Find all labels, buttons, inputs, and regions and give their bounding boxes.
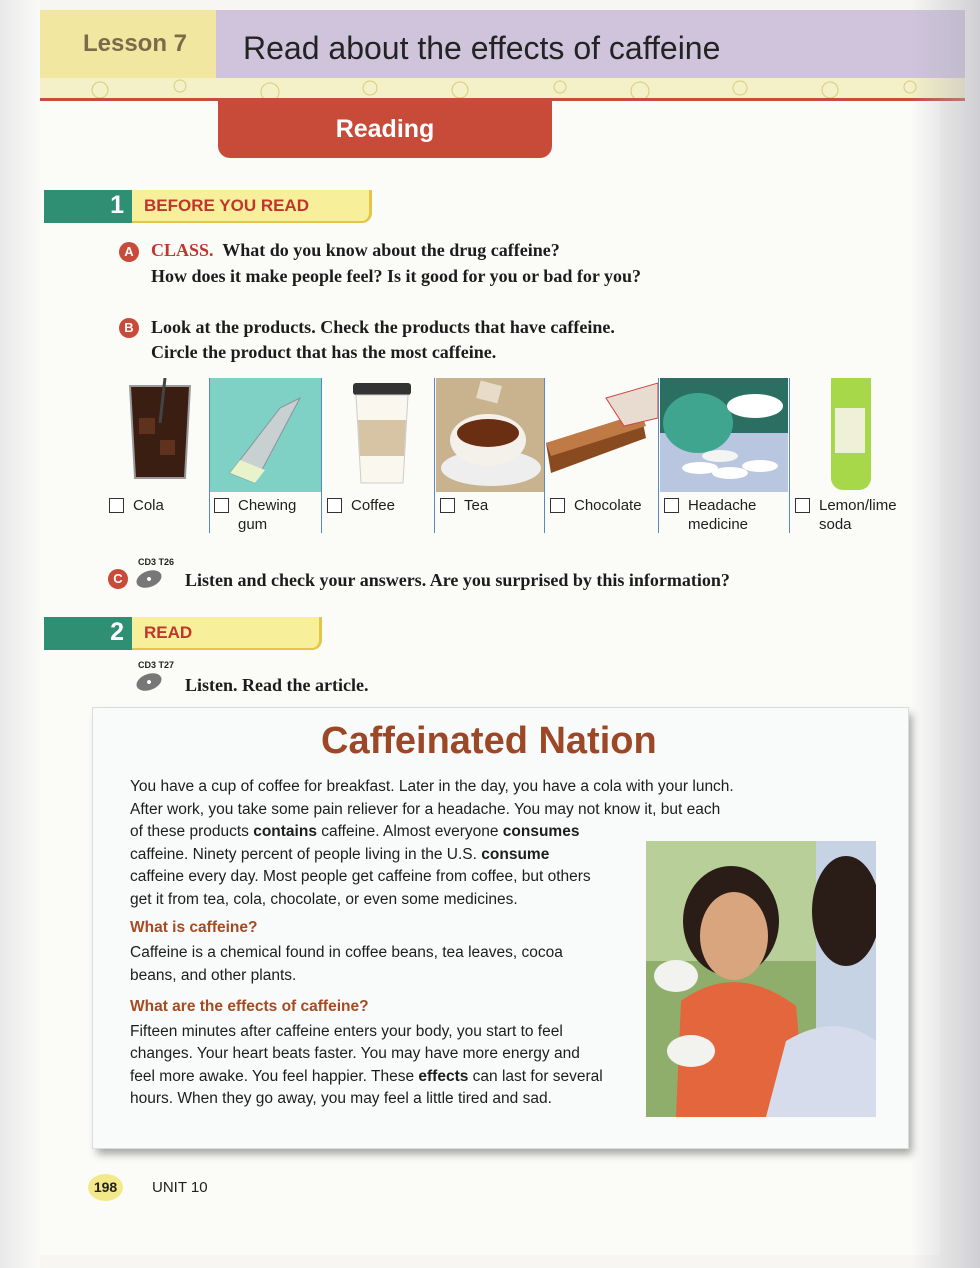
cola-glass-image xyxy=(105,378,205,492)
article-para1-line1: You have a cup of coffee for breakfast. Later in the day, you have a cola with your lunch. xyxy=(130,778,734,795)
soda-bottle-image xyxy=(791,378,911,492)
unit-label: UNIT 10 xyxy=(152,1179,208,1196)
cd-track-label-c: CD3 T26 xyxy=(138,557,175,567)
product-divider xyxy=(544,378,545,533)
activity-c-text: Listen and check your answers. Are you surprised by this information? xyxy=(185,570,730,590)
article-para3-line3: feel more awake. You feel happier. These effects can last for several xyxy=(130,1068,603,1085)
product-soda xyxy=(791,378,911,538)
activity-b-line1: Look at the products. Check the products that have caffeine. xyxy=(151,317,615,337)
article-card xyxy=(93,708,908,1148)
article-para1-line4: caffeine. Ninety percent of people living in the U.S. consume xyxy=(130,846,550,863)
product-divider xyxy=(658,378,659,533)
product-gum xyxy=(210,378,322,538)
activity-a-badge: A xyxy=(119,242,139,262)
section-2-label: READ xyxy=(132,617,322,650)
gum-checkbox[interactable] xyxy=(214,498,229,513)
article-para3-line2: changes. Your heart beats faster. You may have more energy and xyxy=(130,1045,580,1062)
section-1-number: 1 xyxy=(44,190,132,223)
product-medicine xyxy=(660,378,788,538)
reading-banner-label: Reading xyxy=(335,115,435,143)
product-divider xyxy=(434,378,435,533)
medicine-checkbox[interactable] xyxy=(664,498,679,513)
coffee-checkbox[interactable] xyxy=(327,498,342,513)
article-question-2: What are the effects of caffeine? xyxy=(130,998,369,1015)
product-grid xyxy=(105,378,911,538)
article-para2-line1: Caffeine is a chemical found in coffee beans, tea leaves, cocoa xyxy=(130,944,563,961)
product-soda-label: Lemon/lime soda xyxy=(795,496,897,534)
activity-c-badge: C xyxy=(108,569,128,589)
section-2-instruction: Listen. Read the article. xyxy=(185,675,369,695)
women-drinking-coffee-photo xyxy=(646,841,876,1117)
product-chocolate xyxy=(546,378,658,538)
article-para1-line3: of these products contains caffeine. Almost everyone consumes xyxy=(130,823,580,840)
product-divider xyxy=(321,378,322,533)
page-number: 198 xyxy=(88,1174,123,1201)
medicine-pills-image xyxy=(660,378,788,492)
coffee-cup-image xyxy=(323,378,435,492)
cola-checkbox[interactable] xyxy=(109,498,124,513)
article-question-1: What is caffeine? xyxy=(130,919,258,936)
activity-a-line2: How does it make people feel? Is it good for you or bad for you? xyxy=(151,266,642,286)
activity-b-badge: B xyxy=(119,318,139,338)
lesson-tab xyxy=(40,10,216,78)
page-curl-shadow xyxy=(910,0,980,1268)
product-chocolate-label: Chocolate xyxy=(550,496,642,515)
activity-a-line1: CLASS. What do you know about the drug caffeine? xyxy=(151,240,560,260)
product-cola-label: Cola xyxy=(109,496,164,515)
book-gutter xyxy=(0,0,40,1268)
lesson-label: Lesson 7 xyxy=(82,30,188,57)
chewing-gum-image xyxy=(210,378,322,492)
lesson-title: Read about the effects of caffeine xyxy=(243,30,721,66)
bubble-pattern xyxy=(40,78,965,100)
article-para1-line5: caffeine every day. Most people get caffeine from coffee, but others xyxy=(130,868,591,885)
chocolate-bar-image xyxy=(546,378,658,492)
decorative-border xyxy=(40,78,965,100)
product-coffee-label: Coffee xyxy=(327,496,395,515)
product-coffee xyxy=(323,378,435,538)
article-para1-line6: get it from tea, cola, chocolate, or even some medicines. xyxy=(130,891,518,908)
cd-track-label-2: CD3 T27 xyxy=(138,660,175,670)
article-para3-line4: hours. When they go away, you may feel a little tired and sad. xyxy=(130,1090,552,1107)
tea-cup-image xyxy=(436,378,544,492)
section-2-number: 2 xyxy=(44,617,132,650)
section-1-label: BEFORE YOU READ xyxy=(132,190,372,223)
section-1-header xyxy=(44,190,374,223)
soda-checkbox[interactable] xyxy=(795,498,810,513)
product-medicine-label: Headache medicine xyxy=(664,496,756,534)
article-para3-line1: Fifteen minutes after caffeine enters your body, you start to feel xyxy=(130,1023,563,1040)
product-divider xyxy=(789,378,790,533)
tea-checkbox[interactable] xyxy=(440,498,455,513)
section-2-header xyxy=(44,617,324,650)
chocolate-checkbox[interactable] xyxy=(550,498,565,513)
article-para2-line2: beans, and other plants. xyxy=(130,967,297,984)
product-tea xyxy=(436,378,544,538)
class-word: CLASS. xyxy=(151,240,214,260)
article-title: Caffeinated Nation xyxy=(321,720,657,762)
activity-b-line2: Circle the product that has the most caffeine. xyxy=(151,342,497,362)
product-cola xyxy=(105,378,207,538)
article-para1-line2: After work, you take some pain reliever for a headache. You may not know it, but each xyxy=(130,801,721,818)
reading-banner xyxy=(218,101,552,158)
product-gum-label: Chewing gum xyxy=(214,496,296,534)
product-tea-label: Tea xyxy=(440,496,488,515)
